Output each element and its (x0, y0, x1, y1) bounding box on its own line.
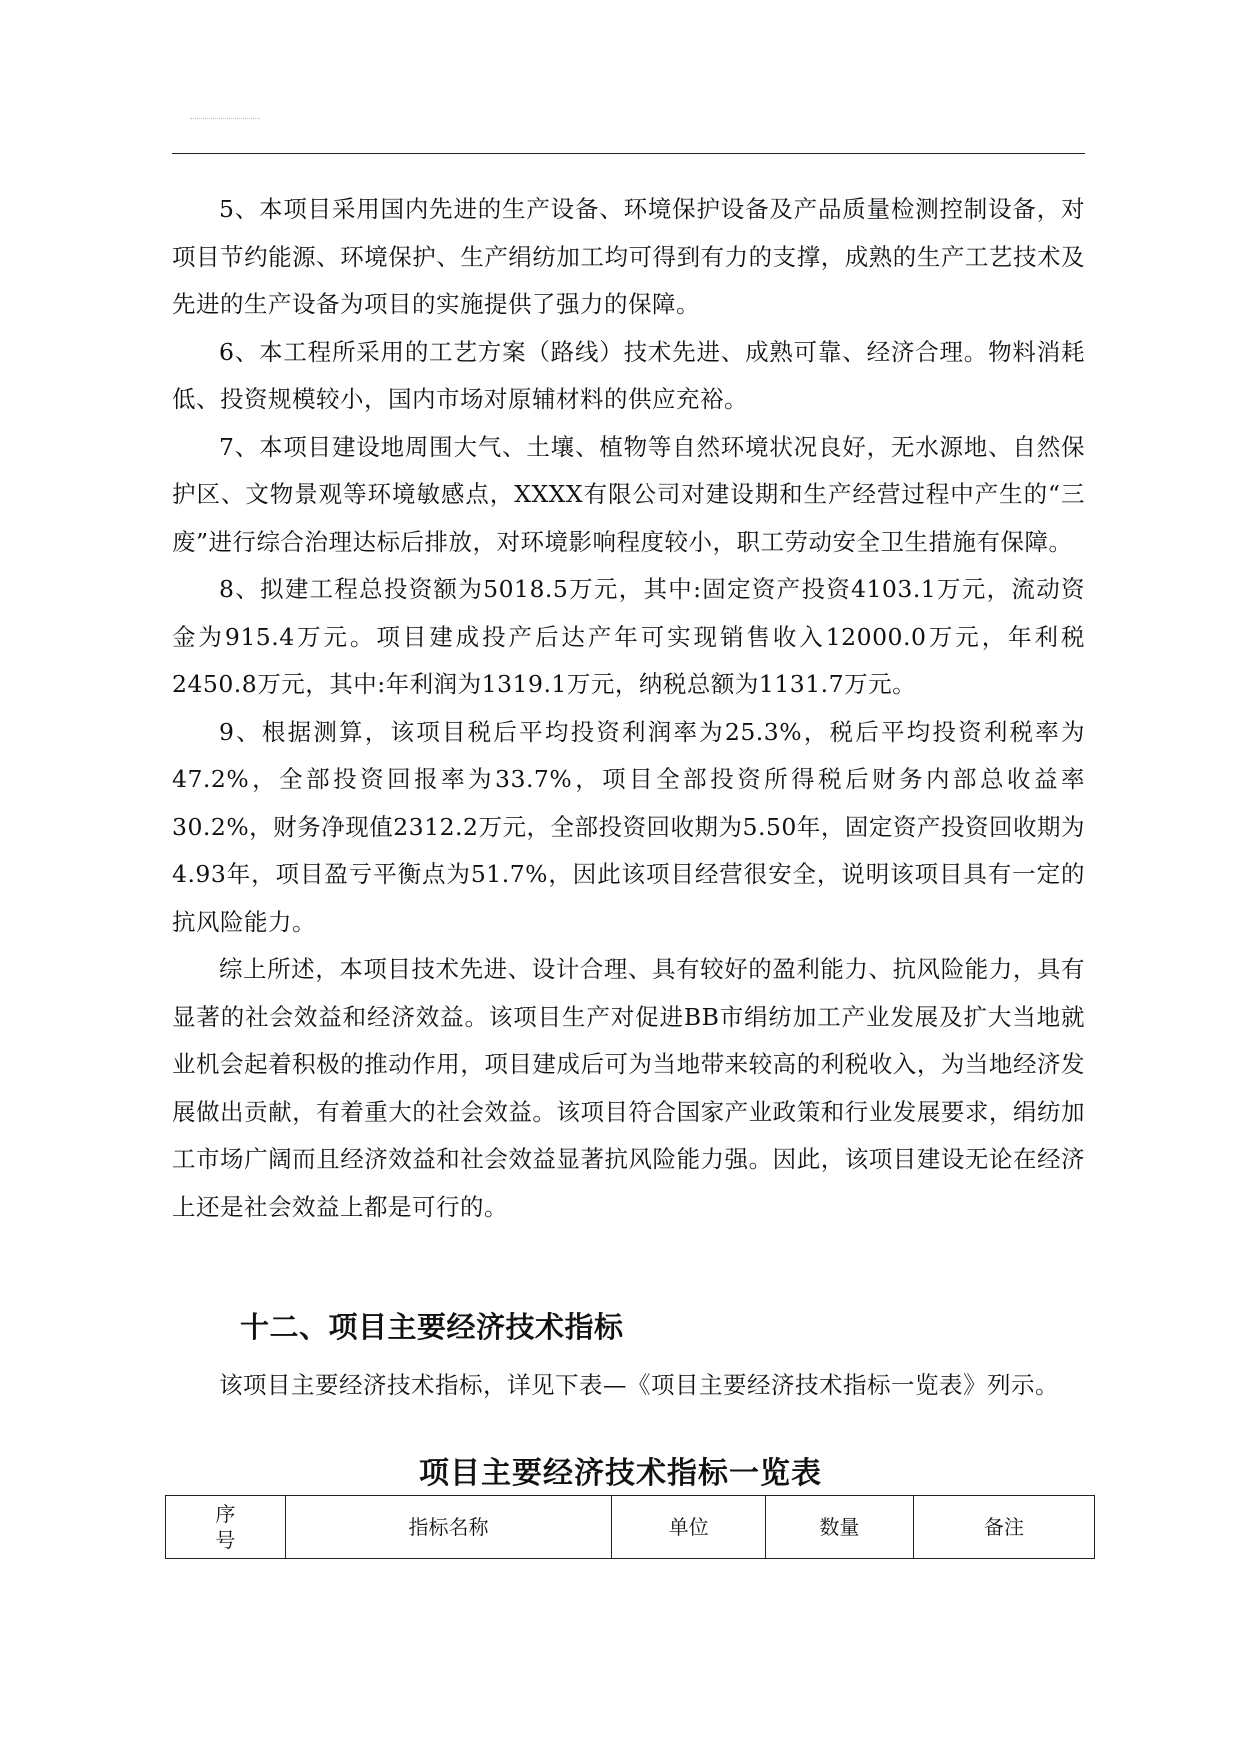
paragraph-9: 9、根据测算，该项目税后平均投资利润率为25.3%，税后平均投资利税率为47.2%，全部投资回报率为33.7%，项目全部投资所得税后财务内部总收益率30.2%，财务净现值2312.2万元，全部投资回收期为5.50年，固定资产投资回收期为4.93年，项目盈亏平衡点为51.7%，因此该项目经营很安全，说明该项目具有一定的抗风险能力。 (172, 717, 1085, 936)
section-heading: 十二、项目主要经济技术指标 (240, 1310, 624, 1344)
paragraph-summary: 综上所述，本项目技术先进、设计合理、具有较好的盈利能力、抗风险能力，具有显著的社会效益和经济效益。该项目生产对促进BB市绢纺加工产业发展及扩大当地就业机会起着积极的推动作用，项目建成后可为当地带来较高的利税收入，为当地经济发展做出贡献，有着重大的社会效益。该项目符合国家产业政策和行业发展要求，绢纺加工市场广阔而且经济效益和社会效益显著抗风险能力强。因此，该项目建设无论在经济上还是社会效益上都是可行的。 (172, 955, 1085, 1221)
paragraph-5: 5、本项目采用国内先进的生产设备、环境保护设备及产品质量检测控制设备，对项目节约能源、环境保护、生产绢纺加工均可得到有力的支撑，成熟的生产工艺技术及先进的生产设备为项目的实施提供了强力的保障。 (172, 195, 1085, 318)
header-rule (172, 153, 1085, 154)
table-header-row (166, 1496, 1095, 1559)
paragraph-8: 8、拟建工程总投资额为5018.5万元，其中:固定资产投资4103.1万元，流动资金为915.4万元。项目建成投产后达产年可实现销售收入12000.0万元，年利税2450.8万元，其中:年利润为1319.1万元，纳税总额为1131.7万元。 (172, 575, 1085, 698)
header-unit: 单位 (612, 1496, 766, 1559)
header-faint-text (190, 118, 260, 122)
header-qty: 数量 (765, 1496, 913, 1559)
header-seq (166, 1496, 286, 1559)
indicator-table (165, 1495, 1095, 1559)
section-intro: 该项目主要经济技术指标，详见下表—《项目主要经济技术指标一览表》列示。 (219, 1371, 1059, 1399)
paragraph-6: 6、本工程所采用的工艺方案（路线）技术先进、成熟可靠、经济合理。物料消耗低、投资规模较小，国内市场对原辅材料的供应充裕。 (172, 337, 1085, 413)
header-note: 备注 (913, 1496, 1094, 1559)
body-text (172, 186, 1085, 1231)
header-name: 指标名称 (285, 1496, 612, 1559)
paragraph-7: 7、本项目建设地周围大气、土壤、植物等自然环境状况良好，无水源地、自然保护区、文物景观等环境敏感点，XXXX有限公司对建设期和生产经营过程中产生的“三废”进行综合治理达标后排放，对环境影响程度较小，职工劳动安全卫生措施有保障。 (172, 432, 1085, 556)
table-title: 项目主要经济技术指标一览表 (419, 1456, 822, 1491)
header-seq-label: 序号 (215, 1502, 236, 1552)
